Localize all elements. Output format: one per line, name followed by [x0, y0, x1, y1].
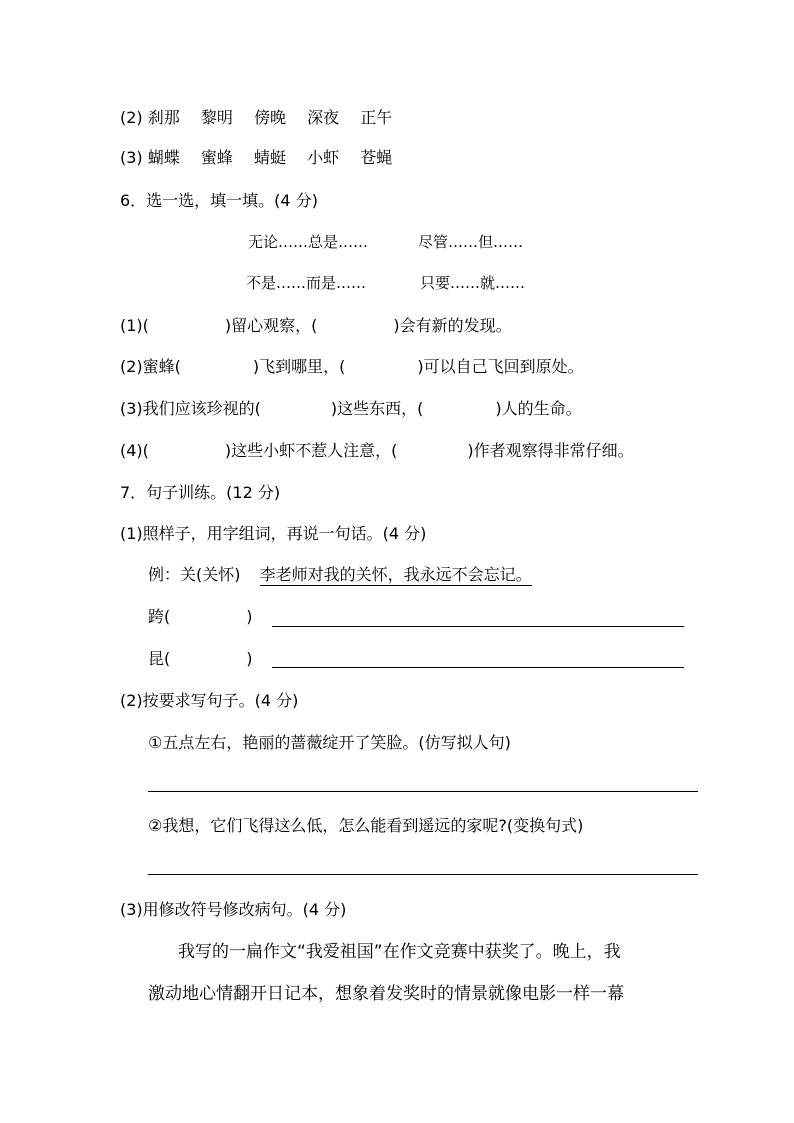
word: 蝴蝶	[147, 148, 180, 167]
conjunction-option: 不是……而是……	[246, 274, 367, 292]
sentence-part: (1)(	[120, 316, 149, 335]
sentence-part: (3)我们应该珍视的(	[120, 399, 261, 418]
character-prompt: 昆(	[148, 649, 171, 668]
sentence-part: )人的生命。	[495, 399, 582, 418]
conjunction-option: 尽管……但……	[418, 233, 524, 251]
close-paren: )	[246, 607, 253, 626]
sentence-part: )作者观察得非常仔细。	[467, 441, 634, 460]
row-label: (3)	[120, 148, 143, 167]
answer-line[interactable]	[272, 626, 684, 627]
word: 深夜	[307, 108, 340, 127]
word-char-line-2	[148, 648, 253, 670]
fill-sentence-1	[120, 315, 512, 337]
sentence-part: (4)(	[120, 441, 149, 460]
fill-sentence-4	[120, 440, 634, 462]
word: 刹那	[147, 108, 180, 127]
word-char-line-1	[148, 606, 253, 628]
word: 黎明	[200, 108, 233, 127]
word-row-3	[120, 147, 408, 169]
sentence-part: )这些东西，(	[330, 399, 424, 418]
example-line	[148, 564, 532, 586]
sentence-part: )飞到哪里，(	[252, 357, 346, 376]
sentence-part: )可以自己飞回到原处。	[417, 357, 584, 376]
sentence-part: )会有新的发现。	[393, 316, 512, 335]
question-7-2-item-2: ②我想，它们飞得这么低，怎么能看到遥远的家呢?(变换句式)	[148, 816, 584, 835]
word: 蜜蜂	[200, 148, 233, 167]
question-7-2-item-1: ①五点左右，艳丽的蔷薇绽开了笑脸。(仿写拟人句)	[148, 733, 511, 752]
close-paren: )	[246, 649, 253, 668]
question-6-title: 6．选一选，填一填。(4 分)	[120, 191, 318, 210]
row-label: (2)	[120, 108, 143, 127]
word: 苍蝇	[360, 148, 393, 167]
conjunction-option: 无论……总是……	[248, 233, 369, 251]
word: 小虾	[307, 148, 340, 167]
example-label: 例：关(关怀)	[148, 565, 241, 584]
sentence-part: (2)蜜蜂(	[120, 357, 181, 376]
paragraph-line-2: 激动地心情翻开日记本，想象着发奖时的情景就像电影一样一幕	[148, 984, 624, 1004]
fill-sentence-3	[120, 398, 582, 420]
sentence-part: )这些小虾不惹人注意，(	[224, 441, 398, 460]
question-7-title: 7．句子训练。(12 分)	[120, 483, 281, 502]
character-prompt: 跨(	[148, 607, 171, 626]
question-7-1-title: (1)照样子，用字组词，再说一句话。(4 分)	[120, 524, 427, 543]
question-7-2-title: (2)按要求写句子。(4 分)	[120, 691, 299, 710]
conjunction-option: 只要……就……	[420, 274, 526, 292]
question-7-3-title: (3)用修改符号修改病句。(4 分)	[120, 900, 347, 919]
fill-sentence-2	[120, 356, 584, 378]
word: 蜻蜓	[253, 148, 286, 167]
paragraph-line-1: 我写的一扁作文“我爱祖国”在作文竞赛中获奖了。晚上，我	[178, 942, 621, 962]
example-sentence: 李老师对我的关怀，我永远不会忘记。	[259, 565, 532, 584]
word: 傍晚	[253, 108, 286, 127]
answer-line[interactable]	[148, 791, 698, 792]
word-row-2	[120, 107, 408, 129]
answer-line[interactable]	[148, 874, 698, 875]
answer-line[interactable]	[272, 667, 684, 668]
word: 正午	[360, 108, 393, 127]
sentence-part: )留心观察，(	[224, 316, 318, 335]
